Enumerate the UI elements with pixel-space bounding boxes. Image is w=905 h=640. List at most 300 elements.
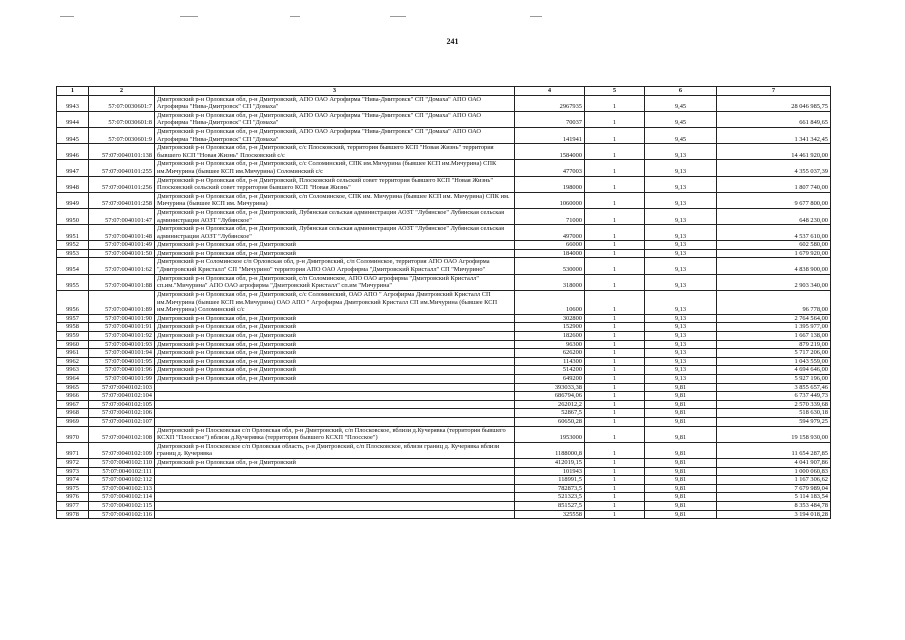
location-description: Дмитровский р-н Плосковское с/п Орловская область, р-н Дмитровский, с/п Плосковское, вблизи границ д. Кучерявка вблизи границ д. Кучерявка — [155, 442, 515, 458]
row-number: 9978 — [57, 510, 89, 519]
location-description: Дмитровский р-н Орловская обл, р-н Дмитровский, АПО ОАО Агрофирма "Нива-Дмитровск" СП "Домаха" АПО ОАО Агрофирма "Нива-Дмитровск" СП "Домаха" — [155, 111, 515, 127]
rate-value: 9,13 — [645, 366, 717, 375]
count-value: 1 — [585, 258, 645, 274]
area-value: 325558 — [515, 510, 585, 519]
cadastral-number: 57:07:0040101:94 — [89, 349, 155, 358]
count-value: 1 — [585, 290, 645, 314]
row-number: 9945 — [57, 127, 89, 143]
row-number: 9959 — [57, 332, 89, 341]
row-number: 9969 — [57, 417, 89, 426]
count-value: 1 — [585, 225, 645, 241]
cadastral-value: 4 041 907,86 — [717, 458, 831, 467]
row-number: 9953 — [57, 249, 89, 258]
row-number: 9949 — [57, 192, 89, 208]
table-body — [57, 95, 831, 519]
count-value: 1 — [585, 340, 645, 349]
column-header: 4 — [515, 87, 585, 96]
row-number: 9958 — [57, 323, 89, 332]
column-header: 3 — [155, 87, 515, 96]
cadastral-number: 57:07:0040101:91 — [89, 323, 155, 332]
cadastral-value: 9 677 800,00 — [717, 192, 831, 208]
count-value: 1 — [585, 501, 645, 510]
cadastral-value: 594 979,25 — [717, 417, 831, 426]
area-value: 101943 — [515, 467, 585, 476]
table-row — [57, 314, 831, 323]
location-description: Дмитровский р-н Орловская обл, р-н Дмитровский — [155, 323, 515, 332]
cadastral-number: 57:07:0040102:104 — [89, 392, 155, 401]
row-number: 9973 — [57, 467, 89, 476]
area-value: 2967935 — [515, 95, 585, 111]
rate-value: 9,81 — [645, 467, 717, 476]
cadastral-value: 661 849,65 — [717, 111, 831, 127]
area-value: 70037 — [515, 111, 585, 127]
row-number: 9964 — [57, 375, 89, 384]
table-row — [57, 349, 831, 358]
count-value: 1 — [585, 111, 645, 127]
area-value: 66000 — [515, 241, 585, 250]
cadastral-number: 57:07:0040101:92 — [89, 332, 155, 341]
table-row — [57, 458, 831, 467]
cadastral-number: 57:07:0040102:103 — [89, 383, 155, 392]
cadastral-value: 2 764 564,00 — [717, 314, 831, 323]
cadastral-number: 57:07:0040102:116 — [89, 510, 155, 519]
table-row — [57, 258, 831, 274]
area-value: 530000 — [515, 258, 585, 274]
cadastral-value: 1 667 138,00 — [717, 332, 831, 341]
location-description: Дмитровский р-н Орловская обл, р-н Дмитровский — [155, 332, 515, 341]
count-value: 1 — [585, 366, 645, 375]
area-value: 477003 — [515, 160, 585, 176]
row-number: 9950 — [57, 208, 89, 224]
location-description — [155, 493, 515, 502]
row-number: 9975 — [57, 484, 89, 493]
rate-value: 9,81 — [645, 409, 717, 418]
cadastral-number: 57:07:0040102:106 — [89, 409, 155, 418]
cadastral-value: 1 679 920,00 — [717, 249, 831, 258]
area-value: 52867,5 — [515, 409, 585, 418]
count-value: 1 — [585, 192, 645, 208]
rate-value: 9,81 — [645, 400, 717, 409]
location-description: Дмитровский р-н Орловская обл, р-н Дмитровский, с/с Соломинский, ОАО АПО " Агрофирма Дмитровский Кристалл СП им.Мичурина (бывшее КСП им.Мичурина) ОАО АПО " Агрофирма Дмитровский Кристалл СП им.Мичурина (бывшее КСП им.Мичурина) Соломинский с/с — [155, 290, 515, 314]
cadastral-number: 57:07:0040101:95 — [89, 357, 155, 366]
area-value: 96300 — [515, 340, 585, 349]
row-number: 9965 — [57, 383, 89, 392]
area-value: 10600 — [515, 290, 585, 314]
count-value: 1 — [585, 426, 645, 442]
rate-value: 9,13 — [645, 340, 717, 349]
location-description: Дмитровский р-н Орловская обл, р-н Дмитровский — [155, 314, 515, 323]
area-value: 152900 — [515, 323, 585, 332]
location-description: Дмитровский р-н Орловская обл, р-н Дмитровский, Плосковский сельский совет территория бывшего КСП "Новая Жизнь" Плосковский сельский совет территория бывшего КСП "Новая Жизнь" — [155, 176, 515, 192]
count-value: 1 — [585, 458, 645, 467]
row-number: 9947 — [57, 160, 89, 176]
cadastral-number: 57:07:0040101:88 — [89, 274, 155, 290]
table-row — [57, 467, 831, 476]
column-header: 6 — [645, 87, 717, 96]
cadastral-number: 57:07:0040101:50 — [89, 249, 155, 258]
table-row — [57, 375, 831, 384]
rate-value: 9,13 — [645, 241, 717, 250]
table-row — [57, 383, 831, 392]
column-header: 5 — [585, 87, 645, 96]
row-number: 9946 — [57, 144, 89, 160]
location-description: Дмитровский р-н Плосковская с/п Орловская обл, р-н Дмитровский, с/п Плосковское, вблизи д.Кучерявка (территория бывшего КСХП "Плосское") вблизи д.Кучерявка (территория бывшего КСХП "Плосское") — [155, 426, 515, 442]
row-number: 9956 — [57, 290, 89, 314]
cadastral-value: 5 927 196,00 — [717, 375, 831, 384]
area-value: 182600 — [515, 332, 585, 341]
table-row — [57, 493, 831, 502]
area-value: 649200 — [515, 375, 585, 384]
rate-value: 9,13 — [645, 144, 717, 160]
table-row — [57, 290, 831, 314]
page-number: 241 — [446, 37, 459, 46]
rate-value: 9,13 — [645, 274, 717, 290]
row-number: 9962 — [57, 357, 89, 366]
area-value: 114300 — [515, 357, 585, 366]
area-value: 71000 — [515, 208, 585, 224]
area-value: 1060000 — [515, 192, 585, 208]
count-value: 1 — [585, 160, 645, 176]
cadastral-value: 14 461 920,00 — [717, 144, 831, 160]
rate-value: 9,81 — [645, 476, 717, 485]
cadastral-value: 648 230,00 — [717, 208, 831, 224]
count-value: 1 — [585, 484, 645, 493]
rate-value: 9,13 — [645, 314, 717, 323]
location-description: Дмитровский р-н Орловская обл, р-н Дмитровский, Лубянская сельская администрация АОЗТ "Лубянское" Лубянская сельская администрация АОЗТ "Лубянское" — [155, 225, 515, 241]
column-header: 7 — [717, 87, 831, 96]
table-row — [57, 400, 831, 409]
area-value: 302800 — [515, 314, 585, 323]
count-value: 1 — [585, 417, 645, 426]
area-value: 198000 — [515, 176, 585, 192]
row-number: 9954 — [57, 258, 89, 274]
table-row — [57, 409, 831, 418]
row-number: 9943 — [57, 95, 89, 111]
rate-value: 9,81 — [645, 383, 717, 392]
count-value: 1 — [585, 127, 645, 143]
rate-value: 9,81 — [645, 426, 717, 442]
table-row — [57, 366, 831, 375]
count-value: 1 — [585, 274, 645, 290]
cadastral-number: 57:07:0040101:255 — [89, 160, 155, 176]
row-number: 9976 — [57, 493, 89, 502]
table-row — [57, 192, 831, 208]
location-description: Дмитровский р-н Орловская обл, р-н Дмитровский — [155, 366, 515, 375]
cadastral-value: 11 654 287,85 — [717, 442, 831, 458]
count-value: 1 — [585, 493, 645, 502]
rate-value: 9,81 — [645, 501, 717, 510]
cadastral-value: 5 114 183,54 — [717, 493, 831, 502]
row-number: 9963 — [57, 366, 89, 375]
location-description: Дмитровский р-н Соломинское с/п Орловская обл, р-н Дмитровский, с/п Соломинское, территория АПО ОАО Агрофирма "Дмитровский Кристалл" СП "Мичурино" территория АПО ОАО Агрофирма "Дмитровский Кристалл" СП "Мичурино" — [155, 258, 515, 274]
row-number: 9966 — [57, 392, 89, 401]
row-number: 9960 — [57, 340, 89, 349]
row-number: 9968 — [57, 409, 89, 418]
cadastral-value: 1 000 060,83 — [717, 467, 831, 476]
rate-value: 9,81 — [645, 417, 717, 426]
table-row — [57, 274, 831, 290]
count-value: 1 — [585, 95, 645, 111]
area-value: 626200 — [515, 349, 585, 358]
cadastral-value: 19 158 930,00 — [717, 426, 831, 442]
cadastral-number: 57:07:0040102:113 — [89, 484, 155, 493]
table-row — [57, 476, 831, 485]
location-description — [155, 383, 515, 392]
rate-value: 9,13 — [645, 349, 717, 358]
row-number: 9957 — [57, 314, 89, 323]
land-parcels-table — [56, 86, 831, 519]
cadastral-number: 57:07:0040101:258 — [89, 192, 155, 208]
cadastral-number: 57:07:0040101:89 — [89, 290, 155, 314]
table-row — [57, 323, 831, 332]
cadastral-number: 57:07:0040101:256 — [89, 176, 155, 192]
location-description — [155, 484, 515, 493]
cadastral-number: 57:07:0040101:90 — [89, 314, 155, 323]
count-value: 1 — [585, 476, 645, 485]
area-value: 60650,28 — [515, 417, 585, 426]
location-description — [155, 400, 515, 409]
rate-value: 9,81 — [645, 458, 717, 467]
area-value: 141941 — [515, 127, 585, 143]
row-number: 9974 — [57, 476, 89, 485]
table-row — [57, 225, 831, 241]
count-value: 1 — [585, 357, 645, 366]
cadastral-number: 57:07:0040101:93 — [89, 340, 155, 349]
area-value: 1953000 — [515, 426, 585, 442]
count-value: 1 — [585, 241, 645, 250]
row-number: 9955 — [57, 274, 89, 290]
cadastral-value: 4 694 646,00 — [717, 366, 831, 375]
location-description — [155, 417, 515, 426]
rate-value: 9,13 — [645, 375, 717, 384]
cadastral-number: 57:07:0040102:110 — [89, 458, 155, 467]
rate-value: 9,13 — [645, 290, 717, 314]
cadastral-number: 57:07:0030601:7 — [89, 95, 155, 111]
row-number: 9972 — [57, 458, 89, 467]
cadastral-value: 7 679 989,04 — [717, 484, 831, 493]
area-value: 497000 — [515, 225, 585, 241]
cadastral-number: 57:07:0040101:48 — [89, 225, 155, 241]
cadastral-value: 1 043 559,00 — [717, 357, 831, 366]
rate-value: 9,13 — [645, 323, 717, 332]
location-description: Дмитровский р-н Орловская обл, р-н Дмитровский — [155, 340, 515, 349]
rate-value: 9,45 — [645, 95, 717, 111]
table-row — [57, 332, 831, 341]
cadastral-number: 57:07:0040101:47 — [89, 208, 155, 224]
cadastral-number: 57:07:0040102:108 — [89, 426, 155, 442]
table-header-row — [57, 87, 831, 96]
table-row — [57, 208, 831, 224]
area-value: 184000 — [515, 249, 585, 258]
cadastral-number: 57:07:0040101:99 — [89, 375, 155, 384]
count-value: 1 — [585, 208, 645, 224]
rate-value: 9,81 — [645, 484, 717, 493]
row-number: 9948 — [57, 176, 89, 192]
cadastral-value: 4 537 610,00 — [717, 225, 831, 241]
rate-value: 9,13 — [645, 176, 717, 192]
count-value: 1 — [585, 409, 645, 418]
location-description — [155, 501, 515, 510]
table-row — [57, 442, 831, 458]
cadastral-value: 96 778,00 — [717, 290, 831, 314]
cadastral-value: 6 737 449,73 — [717, 392, 831, 401]
cadastral-value: 1 395 977,00 — [717, 323, 831, 332]
rate-value: 9,13 — [645, 225, 717, 241]
count-value: 1 — [585, 144, 645, 160]
rate-value: 9,81 — [645, 442, 717, 458]
row-number: 9967 — [57, 400, 89, 409]
table-row — [57, 417, 831, 426]
rate-value: 9,45 — [645, 111, 717, 127]
row-number: 9951 — [57, 225, 89, 241]
cadastral-value: 2 570 339,68 — [717, 400, 831, 409]
table-row — [57, 426, 831, 442]
row-number: 9971 — [57, 442, 89, 458]
location-description: Дмитровский р-н Орловская обл, р-н Дмитровский, АПО ОАО Агрофирма "Нива-Дмитровск" СП "Домаха" АПО ОАО Агрофирма "Нива-Дмитровск" СП "Домаха" — [155, 95, 515, 111]
table-row — [57, 144, 831, 160]
area-value: 782873,5 — [515, 484, 585, 493]
rate-value: 9,81 — [645, 493, 717, 502]
count-value: 1 — [585, 383, 645, 392]
area-value: 412019,15 — [515, 458, 585, 467]
location-description: Дмитровский р-н Орловская обл, р-н Дмитровский — [155, 357, 515, 366]
area-value: 1188000,8 — [515, 442, 585, 458]
location-description — [155, 476, 515, 485]
location-description: Дмитровский р-н Орловская обл, р-н Дмитровский, с/п Соломинское, АПО ОАО агрофирма "Дмитровский Кристалл" сп.им."Мичурина" АПО ОАО агрофирма "Дмитровский Кристалл" сп.им "Мичурина" — [155, 274, 515, 290]
cadastral-number: 57:07:0040102:111 — [89, 467, 155, 476]
row-number: 9944 — [57, 111, 89, 127]
count-value: 1 — [585, 442, 645, 458]
cadastral-number: 57:07:0030601:9 — [89, 127, 155, 143]
cadastral-value: 28 046 985,75 — [717, 95, 831, 111]
count-value: 1 — [585, 400, 645, 409]
table-row — [57, 484, 831, 493]
table-row — [57, 510, 831, 519]
cadastral-value: 518 630,18 — [717, 409, 831, 418]
cadastral-number: 57:07:0040101:49 — [89, 241, 155, 250]
area-value: 1584000 — [515, 144, 585, 160]
location-description: Дмитровский р-н Орловская обл, р-н Дмитровский — [155, 249, 515, 258]
cadastral-number: 57:07:0040102:115 — [89, 501, 155, 510]
rate-value: 9,13 — [645, 258, 717, 274]
count-value: 1 — [585, 314, 645, 323]
area-value: 851527,5 — [515, 501, 585, 510]
table-row — [57, 111, 831, 127]
scan-artifact-marks — [60, 16, 580, 20]
column-header: 1 — [57, 87, 89, 96]
cadastral-number: 57:07:0040102:107 — [89, 417, 155, 426]
area-value: 262012,2 — [515, 400, 585, 409]
cadastral-number: 57:07:0040102:105 — [89, 400, 155, 409]
location-description: Дмитровский р-н Орловская обл, р-н Дмитровский, с/п Соломинское, СПК им. Мичурина (бывшее КСП им. Мичурина) СПК им. Мичурина (бывшее КСП им. Мичурина) — [155, 192, 515, 208]
table-row — [57, 340, 831, 349]
area-value: 393033,38 — [515, 383, 585, 392]
count-value: 1 — [585, 467, 645, 476]
rate-value: 9,13 — [645, 357, 717, 366]
column-header: 2 — [89, 87, 155, 96]
location-description — [155, 510, 515, 519]
table-row — [57, 241, 831, 250]
location-description: Дмитровский р-н Орловская обл, р-н Дмитровский — [155, 375, 515, 384]
table-row — [57, 127, 831, 143]
area-value: 686794,06 — [515, 392, 585, 401]
rate-value: 9,81 — [645, 510, 717, 519]
table-row — [57, 176, 831, 192]
table-row — [57, 392, 831, 401]
table-row — [57, 501, 831, 510]
cadastral-number: 57:07:0040101:96 — [89, 366, 155, 375]
location-description: Дмитровский р-н Орловская обл, р-н Дмитровский — [155, 349, 515, 358]
cadastral-number: 57:07:0040101:62 — [89, 258, 155, 274]
count-value: 1 — [585, 332, 645, 341]
count-value: 1 — [585, 176, 645, 192]
count-value: 1 — [585, 375, 645, 384]
cadastral-value: 4 355 037,39 — [717, 160, 831, 176]
table-row — [57, 357, 831, 366]
cadastral-value: 602 580,00 — [717, 241, 831, 250]
area-value: 514200 — [515, 366, 585, 375]
location-description — [155, 392, 515, 401]
cadastral-number: 57:07:0040102:114 — [89, 493, 155, 502]
cadastral-value: 3 194 018,28 — [717, 510, 831, 519]
cadastral-value: 8 353 484,78 — [717, 501, 831, 510]
table-row — [57, 249, 831, 258]
area-value: 318000 — [515, 274, 585, 290]
area-value: 521323,5 — [515, 493, 585, 502]
cadastral-number: 57:07:0040102:109 — [89, 442, 155, 458]
cadastral-value: 1 167 306,62 — [717, 476, 831, 485]
location-description: Дмитровский р-н Орловская обл, р-н Дмитровский, Лубянская сельская администрация АОЗТ "Лубянское" Лубянская сельская администрация АОЗТ "Лубянское" — [155, 208, 515, 224]
count-value: 1 — [585, 323, 645, 332]
area-value: 118991,5 — [515, 476, 585, 485]
row-number: 9977 — [57, 501, 89, 510]
row-number: 9961 — [57, 349, 89, 358]
cadastral-value: 879 219,00 — [717, 340, 831, 349]
cadastral-value: 1 807 740,00 — [717, 176, 831, 192]
rate-value: 9,45 — [645, 127, 717, 143]
cadastral-number: 57:07:0040101:138 — [89, 144, 155, 160]
count-value: 1 — [585, 249, 645, 258]
count-value: 1 — [585, 349, 645, 358]
row-number: 9952 — [57, 241, 89, 250]
cadastral-value: 5 717 206,00 — [717, 349, 831, 358]
rate-value: 9,13 — [645, 192, 717, 208]
location-description: Дмитровский р-н Орловская обл, р-н Дмитровский, с/с Плосковский, территория бывшего КСП "Новая Жизнь" территория бывшего КСП "Новая Жизнь" Плосковский с/с — [155, 144, 515, 160]
cadastral-number: 57:07:0030601:8 — [89, 111, 155, 127]
rate-value: 9,13 — [645, 249, 717, 258]
location-description: Дмитровский р-н Орловская обл, р-н Дмитровский — [155, 241, 515, 250]
rate-value: 9,81 — [645, 392, 717, 401]
table-row — [57, 160, 831, 176]
location-description: Дмитровский р-н Орловская обл, р-н Дмитровский, АПО ОАО Агрофирма "Нива-Дмитровск" СП "Домаха" АПО ОАО Агрофирма "Нива-Дмитровск" СП "Домаха" — [155, 127, 515, 143]
count-value: 1 — [585, 392, 645, 401]
cadastral-value: 1 341 342,45 — [717, 127, 831, 143]
cadastral-value: 4 838 900,00 — [717, 258, 831, 274]
location-description — [155, 409, 515, 418]
rate-value: 9,13 — [645, 208, 717, 224]
location-description: Дмитровский р-н Орловская обл, р-н Дмитровский — [155, 458, 515, 467]
cadastral-value: 3 855 657,46 — [717, 383, 831, 392]
cadastral-number: 57:07:0040102:112 — [89, 476, 155, 485]
row-number: 9970 — [57, 426, 89, 442]
cadastral-value: 2 903 340,00 — [717, 274, 831, 290]
location-description: Дмитровский р-н Орловская обл, р-н Дмитровский, с/с Соломинский, СПК им.Мичурина (бывшее КСП им.Мичурина) СПК им.Мичурина (бывшее КСП им.Мичурина) Соломинский с/с — [155, 160, 515, 176]
count-value: 1 — [585, 510, 645, 519]
location-description — [155, 467, 515, 476]
table-row — [57, 95, 831, 111]
rate-value: 9,13 — [645, 160, 717, 176]
rate-value: 9,13 — [645, 332, 717, 341]
